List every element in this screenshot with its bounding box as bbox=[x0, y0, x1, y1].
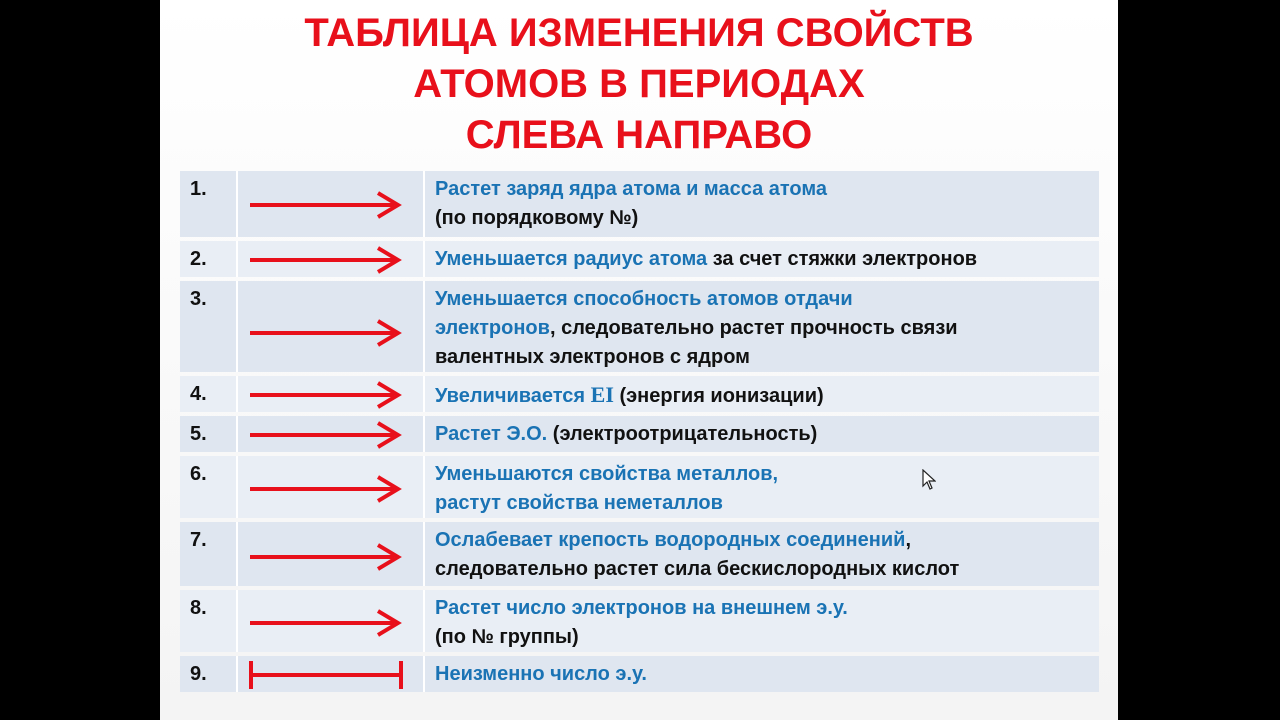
text-plain: (энергия ионизации) bbox=[613, 385, 824, 407]
arrow-cell bbox=[238, 456, 425, 518]
arrow-right-icon bbox=[248, 474, 408, 504]
arrow-cell bbox=[238, 416, 425, 452]
arrow-right-icon bbox=[248, 420, 408, 450]
table-row bbox=[180, 171, 1099, 237]
table-row bbox=[180, 456, 1099, 518]
row-number: 2. bbox=[180, 241, 238, 277]
row-text bbox=[425, 416, 1099, 452]
arrow-right-icon bbox=[248, 380, 408, 410]
arrow-cell bbox=[238, 522, 425, 586]
text-highlight: Растет Э.О. bbox=[435, 423, 548, 445]
text-plain: (по порядковому №) bbox=[435, 207, 639, 229]
arrow-cell bbox=[238, 656, 425, 692]
row-number: 1. bbox=[180, 171, 238, 237]
text-highlight: Уменьшаются свойства металлов, bbox=[435, 463, 779, 485]
text-plain: валентных электронов с ядром bbox=[435, 346, 750, 368]
arrow-right-icon bbox=[248, 542, 408, 572]
arrow-right-icon bbox=[248, 608, 408, 638]
text-plain: , bbox=[905, 529, 911, 551]
row-text bbox=[425, 456, 1099, 518]
text-highlight: электронов bbox=[435, 317, 550, 339]
table-row bbox=[180, 590, 1099, 652]
text-highlight: Уменьшается способность атомов отдачи bbox=[435, 288, 853, 310]
text-highlight: Увеличивается bbox=[435, 385, 591, 407]
text-plain: (электроотрицательность) bbox=[547, 423, 818, 445]
table-row bbox=[180, 376, 1099, 412]
text-plain: следовательно растет сила бескислородных кислот bbox=[435, 558, 960, 580]
slide bbox=[160, 0, 1118, 720]
text-plain: , следовательно растет прочность связи bbox=[549, 317, 958, 339]
table-row bbox=[180, 522, 1099, 586]
text-highlight: Ослабевает крепость водородных соединений bbox=[435, 529, 906, 551]
row-text bbox=[425, 376, 1099, 412]
text-highlight: Растет заряд ядра атома и масса атома bbox=[435, 178, 828, 200]
table-row bbox=[180, 281, 1099, 372]
table-row bbox=[180, 416, 1099, 452]
row-text bbox=[425, 656, 1099, 692]
table-row bbox=[180, 656, 1099, 692]
arrow-cell bbox=[238, 376, 425, 412]
row-number: 3. bbox=[180, 281, 238, 372]
row-text bbox=[425, 171, 1099, 237]
title-line-2: АТОМОВ В ПЕРИОДАХ bbox=[413, 62, 865, 106]
row-text bbox=[425, 281, 1099, 372]
title-line-1: ТАБЛИЦА ИЗМЕНЕНИЯ СВОЙСТВ bbox=[304, 11, 974, 55]
table-row bbox=[180, 241, 1099, 277]
arrow-cell bbox=[238, 590, 425, 652]
row-text bbox=[425, 241, 1099, 277]
row-text bbox=[425, 590, 1099, 652]
title-line-3: СЛЕВА НАПРАВО bbox=[465, 113, 813, 157]
slide-title bbox=[160, 8, 1118, 161]
text-plain: (по № группы) bbox=[435, 626, 579, 648]
text-highlight: Неизменно число э.у. bbox=[435, 663, 647, 685]
text-symbol: EI bbox=[590, 382, 614, 407]
arrow-right-icon bbox=[248, 190, 408, 220]
text-plain: за счет стяжки электронов bbox=[707, 248, 978, 270]
arrow-cell bbox=[238, 241, 425, 277]
mouse-pointer-icon bbox=[922, 469, 936, 491]
row-text bbox=[425, 522, 1099, 586]
arrow-cell bbox=[238, 171, 425, 237]
text-highlight: Растет число электронов на внешнем э.у. bbox=[435, 597, 848, 619]
arrow-right-icon bbox=[248, 318, 408, 348]
row-number: 4. bbox=[180, 376, 238, 412]
bar-constant-icon bbox=[248, 660, 408, 690]
arrow-cell bbox=[238, 281, 425, 372]
row-number: 5. bbox=[180, 416, 238, 452]
text-highlight: растут свойства неметаллов bbox=[435, 492, 723, 514]
row-number: 7. bbox=[180, 522, 238, 586]
text-highlight: Уменьшается радиус атома bbox=[435, 248, 708, 270]
row-number: 9. bbox=[180, 656, 238, 692]
row-number: 6. bbox=[180, 456, 238, 518]
arrow-right-icon bbox=[248, 245, 408, 275]
properties-table bbox=[180, 167, 1099, 696]
row-number: 8. bbox=[180, 590, 238, 652]
